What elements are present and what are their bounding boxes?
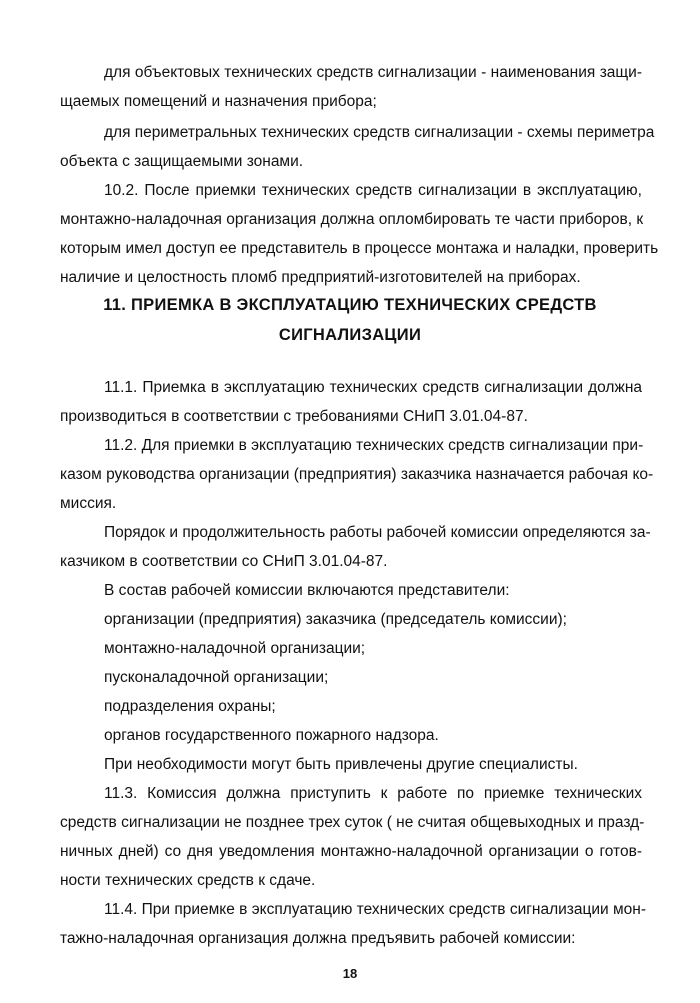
text-line: производиться в соответствии с требованиями СНиП 3.01.04-87. [60, 408, 528, 425]
text-line: для периметральных технических средств сигнализации - схемы периметра [104, 124, 655, 141]
text-line: При необходимости могут быть привлечены другие специалисты. [104, 756, 578, 773]
text-line: объекта с защищаемыми зонами. [60, 153, 304, 170]
text-line: щаемых помещений и назначения прибора; [60, 93, 377, 110]
text-line: казом руководства организации (предприятия) заказчика назначается рабочая ко- [60, 466, 654, 483]
text-line: 11.2. Для приемки в эксплуатацию технических средств сигнализации при- [104, 437, 644, 454]
text-line: миссия. [60, 495, 117, 512]
text-line: тажно-наладочная организация должна предъявить рабочей комиссии: [60, 930, 576, 947]
page-number: 18 [342, 966, 358, 981]
text-line: монтажно-наладочной организации; [104, 640, 366, 657]
text-line: монтажно-наладочная организация должна опломбировать те части приборов, к [60, 211, 644, 228]
text-line: 11.3. Комиссия должна приступить к работе по приемке технических [104, 785, 642, 802]
text-line: органов государственного пожарного надзора. [104, 727, 439, 744]
text-line: средств сигнализации не позднее трех суток ( не считая общевыходных и празд- [60, 814, 645, 831]
text-line: 11.4. При приемке в эксплуатацию технических средств сигнализации мон- [104, 901, 647, 918]
text-line: которым имел доступ ее представитель в процессе монтажа и наладки, проверить [60, 240, 659, 257]
text-line: организации (предприятия) заказчика (председатель комиссии); [104, 611, 567, 628]
text-line: В состав рабочей комиссии включаются представители: [104, 582, 510, 599]
text-line: казчиком в соответствии со СНиП 3.01.04-87. [60, 553, 388, 570]
text-line: пусконаладочной организации; [104, 669, 329, 686]
text-line: наличие и целостность пломб предприятий-изготовителей на приборах. [60, 269, 581, 286]
text-line: ности технических средств к сдаче. [60, 872, 316, 889]
text-line: подразделения охраны; [104, 698, 276, 715]
section-heading: СИГНАЛИЗАЦИИ [278, 326, 422, 344]
text-line: 11.1. Приемка в эксплуатацию технических средств сигнализации должна [104, 379, 642, 396]
section-heading: 11. ПРИЕМКА В ЭКСПЛУАТАЦИЮ ТЕХНИЧЕСКИХ СРЕДСТВ [103, 296, 597, 314]
text-line: Порядок и продолжительность работы рабочей комиссии определяются за- [104, 524, 651, 541]
text-line: для объектовых технических средств сигнализации - наименования защи- [104, 64, 642, 81]
text-line: 10.2. После приемки технических средств сигнализации в эксплуатацию, [104, 182, 642, 199]
text-line: ничных дней) со дня уведомления монтажно-наладочной организации о готов- [60, 843, 642, 860]
